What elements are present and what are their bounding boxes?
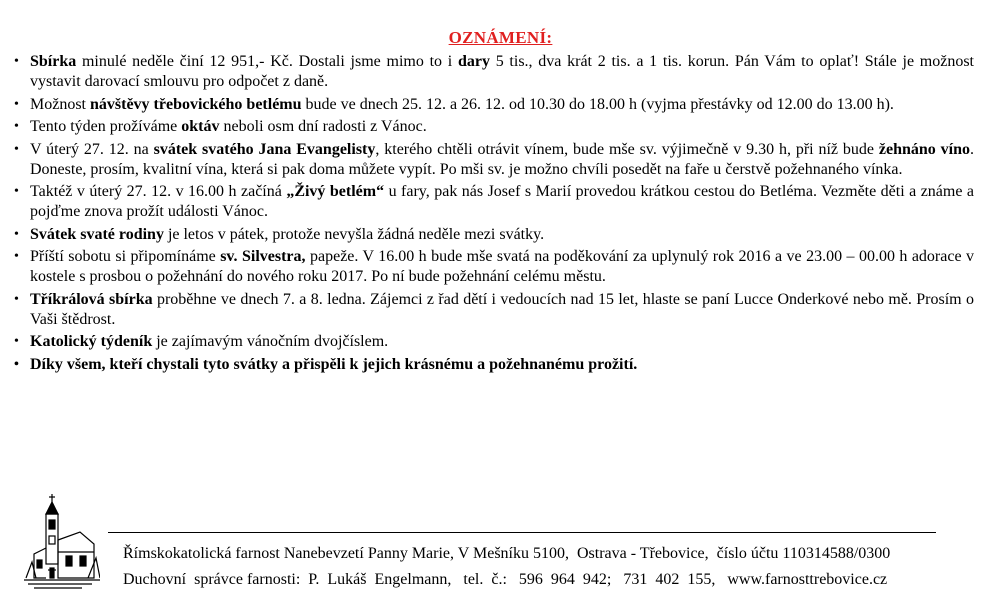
announcement-item	[14, 140, 974, 180]
bold-text: návštěvy třebovického betlému	[90, 95, 302, 113]
bold-text: oktáv	[181, 118, 220, 135]
church-icon	[22, 492, 100, 592]
text: Taktéž v úterý 27. 12. v 16.00 h začíná	[30, 183, 287, 200]
bold-text: Díky všem, kteří chystali tyto svátky a přispěli k jejich krásnému a požehnanému prožití.	[30, 355, 638, 373]
text: Příští sobotu si připomínáme	[30, 248, 221, 265]
text: bude ve dnech 25. 12. a 26. 12. od 10.30 do 18.00 h (vyjma přestávky od 12.00 do 13.00 h).	[301, 95, 894, 113]
text: V úterý 27. 12. na	[30, 140, 154, 158]
bold-text: Tříkrálová sbírka	[30, 290, 153, 308]
bold-text: svátek svatého Jana Evangelisty	[153, 140, 376, 158]
text: 5 tis., dva krát 2 tis. a 1 tis. korun. Pán Vám to oplať! Stále je možnost vystavit darovací smlouvu pro odpočet z daně.	[30, 53, 975, 90]
footer-divider	[108, 532, 936, 533]
text: neboli osm dní radosti z Vánoc.	[219, 118, 427, 135]
announcement-item	[14, 332, 974, 352]
text: proběhne ve dnech 7. a 8. ledna. Zájemci z řad dětí i vedoucích nad 15 let, hlaste se paní Lucce Onderkové nebo mě. Prosím o Vaši štědrost.	[30, 290, 974, 328]
parish-address: Římskokatolická farnost Nanebevzetí Panny Marie, V Mešníku 5100, Ostrava - Třebovice, číslo účtu 110314588/0300	[123, 545, 891, 562]
text: Tento týden prožíváme	[30, 118, 182, 135]
text: , kterého chtěli otrávit vínem, bude mše sv. výjimečně v 9.30 h, při níž bude	[375, 140, 879, 158]
text: je zajímavým vánočním dvojčíslem.	[152, 333, 389, 350]
text: u fary, pak nás Josef s Marií provedou krátkou cestou do Betléma. Vezměte děti a známe a pojďme znova prožít události Vánoc.	[30, 183, 975, 220]
bold-text: „Živý betlém“	[286, 183, 385, 200]
bold-text: dary	[457, 53, 490, 70]
parish-contact: Duchovní správce farnosti: P. Lukáš Engelmann, tel. č.: 596 964 942; 731 402 155, www.farnosttrebovice.cz	[123, 571, 888, 588]
announcement-item	[14, 95, 974, 115]
announcement-item	[14, 182, 974, 222]
announcement-item	[14, 117, 974, 137]
bold-text: Katolický týdeník	[30, 333, 153, 350]
text: minulé neděle činí 12 951,- Kč. Dostali jsme mimo to i	[76, 53, 458, 70]
bold-text: Sbírka	[30, 53, 77, 70]
text: papeže. V 16.00 h bude mše svatá na poděkování za uplynulý rok 2016 a ve 23.00 – 00.00 h adorace v kostele s prosbou o požehnání do nového roku 2017. Po ní bude požehnání celému městu.	[30, 248, 975, 285]
bold-text: Svátek svaté rodiny	[30, 225, 164, 243]
announcement-item	[14, 52, 974, 92]
text: je letos v pátek, protože nevyšla žádná neděle mezi svátky.	[163, 225, 545, 243]
announcement-item	[14, 225, 974, 245]
announcement-item	[14, 247, 974, 287]
bold-text: sv. Silvestra,	[220, 248, 306, 265]
bold-text: žehnáno víno	[878, 140, 971, 158]
announcements-heading: OZNÁMENÍ:	[448, 28, 553, 47]
announcement-list	[14, 52, 974, 377]
text: Možnost	[30, 95, 90, 113]
announcement-item	[14, 290, 974, 330]
announcement-item	[14, 355, 974, 375]
text: . Doneste, prosím, kvalitní vína, která si pak doma můžete vypít. Po mši sv. je možno chvíli posedět na faře u čerstvě požehnaného vínka.	[30, 140, 975, 178]
